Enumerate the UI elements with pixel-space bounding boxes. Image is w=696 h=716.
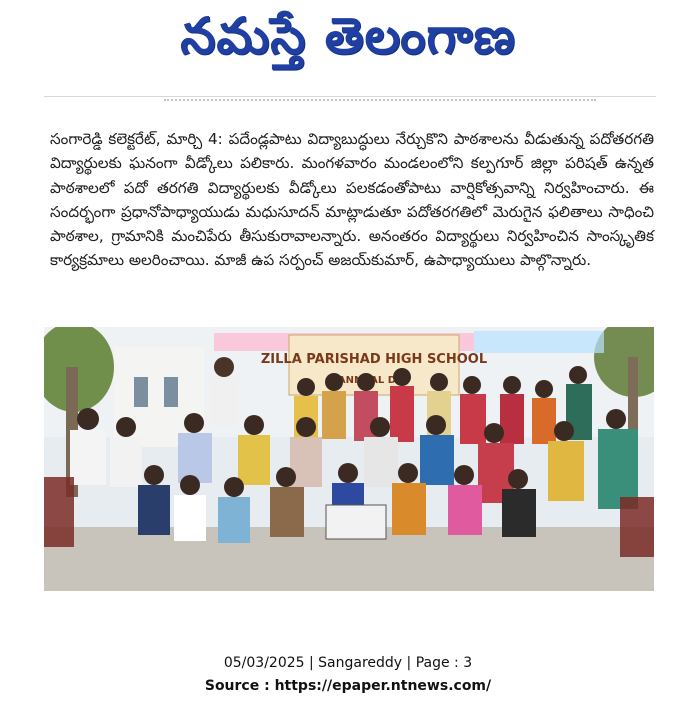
newspaper-logo-title: నమస్తే తెలంగాణ xyxy=(180,6,516,65)
clipping-cut-edge xyxy=(164,99,596,105)
footer-date-edition: 05/03/2025 | Sangareddy | Page : 3 xyxy=(223,655,473,671)
masthead xyxy=(0,4,696,80)
article-body: సంగారెడ్డి కలెక్టరేట్, మార్చి 4: పదేండ్లపాటు విద్యాబుద్ధులు నేర్చుకొని పాఠశాలను వీడుతున్న పదోతరగతి విద్యార్థులకు ఘనంగా వీడ్కోలు పలికారు. మంగళవారం మండలంలోని కల్పగూర్ జిల్లా పరిషత్ ఉన్నత పాఠశాలలో పదో తరగతి విద్యార్థులకు వీడ్కోలు పలకడంతోపాటు వార్షికోత్సవాన్ని నిర్వహించారు. ఈ సందర్భంగా ప్రధానోపాధ్యాయుడు మధుసూదన్ మాట్లాడుతూ పదోతరగతిలో మెరుగైన ఫలితాలు సాధించి పాఠశాల, గ్రామానికి మంచిపేరు తీసుకురావాలన్నారు. అనంతరం విద్యార్థులు నిర్వహించిన సాంస్కృతిక కార్యక్రమాలు అలరించాయి. మాజీ ఉప సర్పంచ్ అజయ్‌కుమార్, ఉపాధ్యాయులు పాల్గొన్నారు. xyxy=(50,130,654,270)
news-clipping xyxy=(44,96,656,593)
banner-text: ZILLA PARISHAD HIGH SCHOOL xyxy=(260,352,488,367)
footer-source-url: Source : https://epaper.ntnews.com/ xyxy=(204,678,492,694)
article-photo xyxy=(44,327,654,591)
